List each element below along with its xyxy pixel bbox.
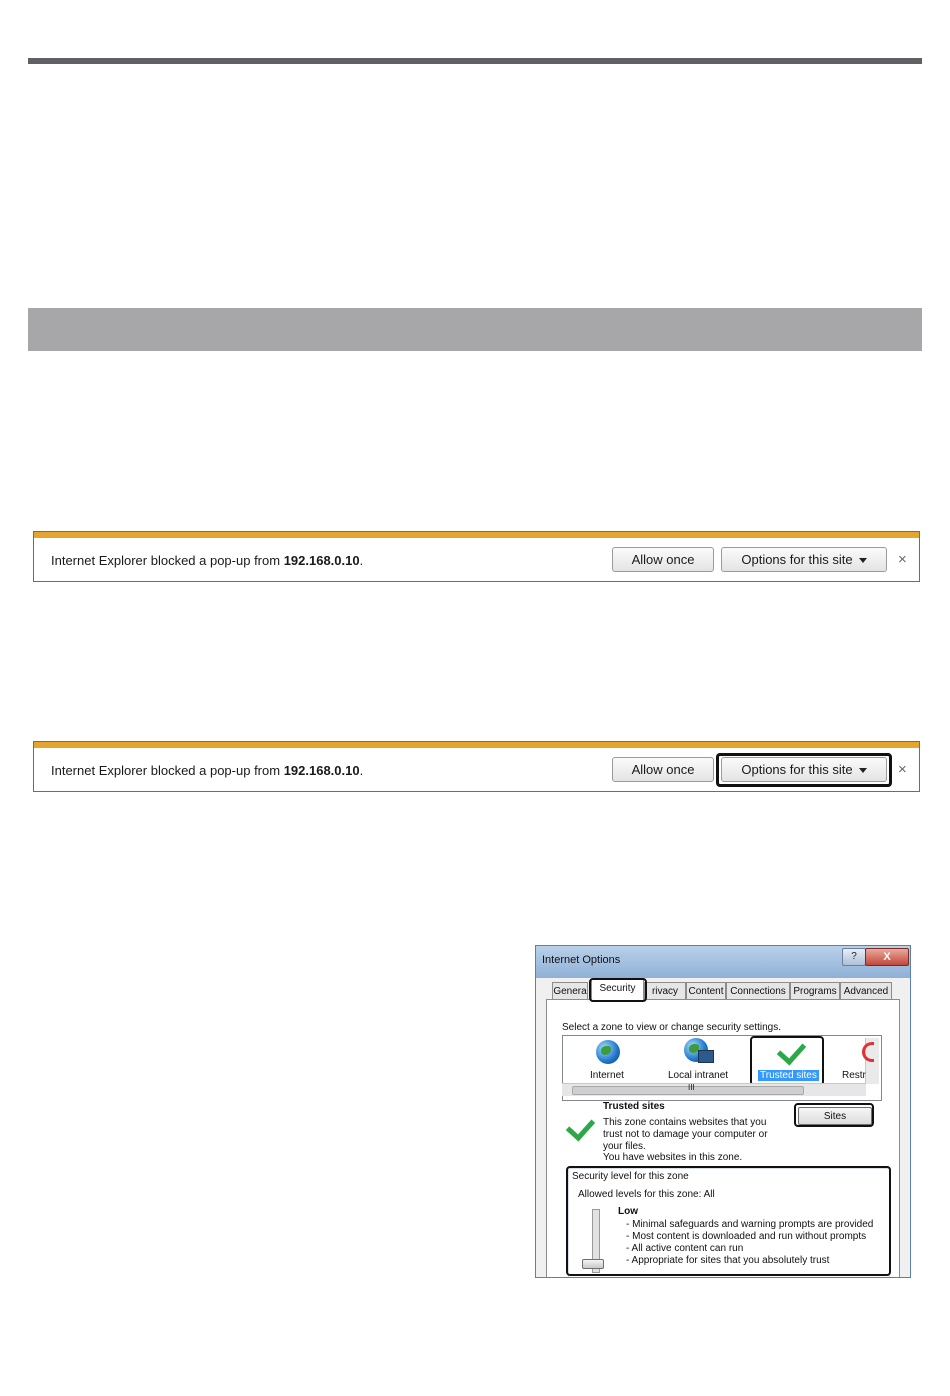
- allow-once-button[interactable]: [612, 757, 714, 782]
- sites-button[interactable]: Sites: [798, 1107, 872, 1125]
- zone-trusted-sites[interactable]: Trusted sites: [760, 1070, 817, 1081]
- zone-list-horizontal-scrollbar[interactable]: [562, 1083, 866, 1096]
- options-label: Options for this site: [741, 552, 853, 567]
- close-icon[interactable]: ×: [898, 551, 907, 568]
- dropdown-caret-icon: [859, 558, 867, 563]
- message-text: Internet Explorer blocked a pop-up from: [51, 553, 284, 568]
- zone-internet[interactable]: Internet: [590, 1070, 624, 1081]
- sites-button-highlight: [794, 1103, 874, 1127]
- zone-prompt: Select a zone to view or change security settings.: [562, 1022, 782, 1033]
- internet-zone-icon[interactable]: [596, 1040, 620, 1064]
- help-button[interactable]: ?: [842, 948, 866, 966]
- security-tab-highlight: [589, 978, 647, 1002]
- message-period: .: [359, 553, 364, 568]
- allow-once-label: Allow once: [631, 552, 695, 567]
- allow-once-label: Allow once: [631, 762, 695, 777]
- notification-bar-1: [33, 531, 920, 582]
- zone-restricted-sites[interactable]: Restr: [842, 1070, 866, 1081]
- notification-message: [51, 553, 363, 568]
- notification-accent: [34, 742, 919, 748]
- security-level-bullet: - Appropriate for sites that you absolutely trust: [626, 1255, 830, 1266]
- security-level-highlight: [566, 1166, 891, 1276]
- notification-accent: [34, 532, 919, 538]
- security-level-bullet: - Minimal safeguards and warning prompts are provided: [626, 1219, 874, 1230]
- zone-description-line: This zone contains websites that you: [603, 1117, 767, 1128]
- notification-message: [51, 763, 363, 778]
- message-period: .: [359, 763, 364, 778]
- tab-connections[interactable]: Connections: [726, 982, 790, 999]
- options-for-this-site-button[interactable]: [721, 547, 887, 572]
- dialog-title: Internet Options: [542, 954, 621, 966]
- message-text: Internet Explorer blocked a pop-up from: [51, 763, 284, 778]
- computer-icon: [698, 1050, 714, 1063]
- tab-content[interactable]: Content: [686, 982, 726, 999]
- zone-description-line: You have websites in this zone.: [603, 1152, 743, 1163]
- close-icon[interactable]: ×: [898, 761, 907, 778]
- security-level-bullet: - All active content can run: [626, 1243, 744, 1254]
- zone-title: Trusted sites: [603, 1101, 665, 1112]
- internet-options-dialog: [535, 945, 911, 1278]
- dialog-close-button[interactable]: X: [865, 948, 909, 966]
- trusted-sites-highlight: [750, 1036, 824, 1086]
- blocked-address: 192.168.0.10: [283, 553, 360, 568]
- blocked-address: 192.168.0.10: [283, 763, 360, 778]
- options-highlight-outline: [716, 753, 892, 787]
- tab-programs[interactable]: Programs: [790, 982, 840, 999]
- zone-description-line: trust not to damage your computer or: [603, 1129, 768, 1140]
- tab-privacy[interactable]: rivacy: [644, 982, 686, 999]
- top-rule: [28, 58, 922, 64]
- security-level-title: Security level for this zone: [572, 1171, 689, 1182]
- security-level-name: Low: [618, 1206, 638, 1217]
- allowed-levels: Allowed levels for this zone: All: [578, 1189, 715, 1200]
- scroll-grip: III: [688, 1083, 695, 1092]
- allow-once-button[interactable]: [612, 547, 714, 572]
- zone-description-line: your files.: [603, 1141, 646, 1152]
- security-level-bullet: - Most content is downloaded and run without prompts: [626, 1231, 867, 1242]
- notification-bar-2: [33, 741, 920, 792]
- tab-security[interactable]: Security: [591, 979, 644, 1000]
- zone-local-intranet[interactable]: Local intranet: [668, 1070, 729, 1081]
- options-label: Options for this site: [741, 762, 853, 777]
- section-bar: [28, 308, 922, 351]
- tab-general[interactable]: Genera: [552, 982, 588, 999]
- tab-advanced[interactable]: Advanced: [840, 982, 892, 999]
